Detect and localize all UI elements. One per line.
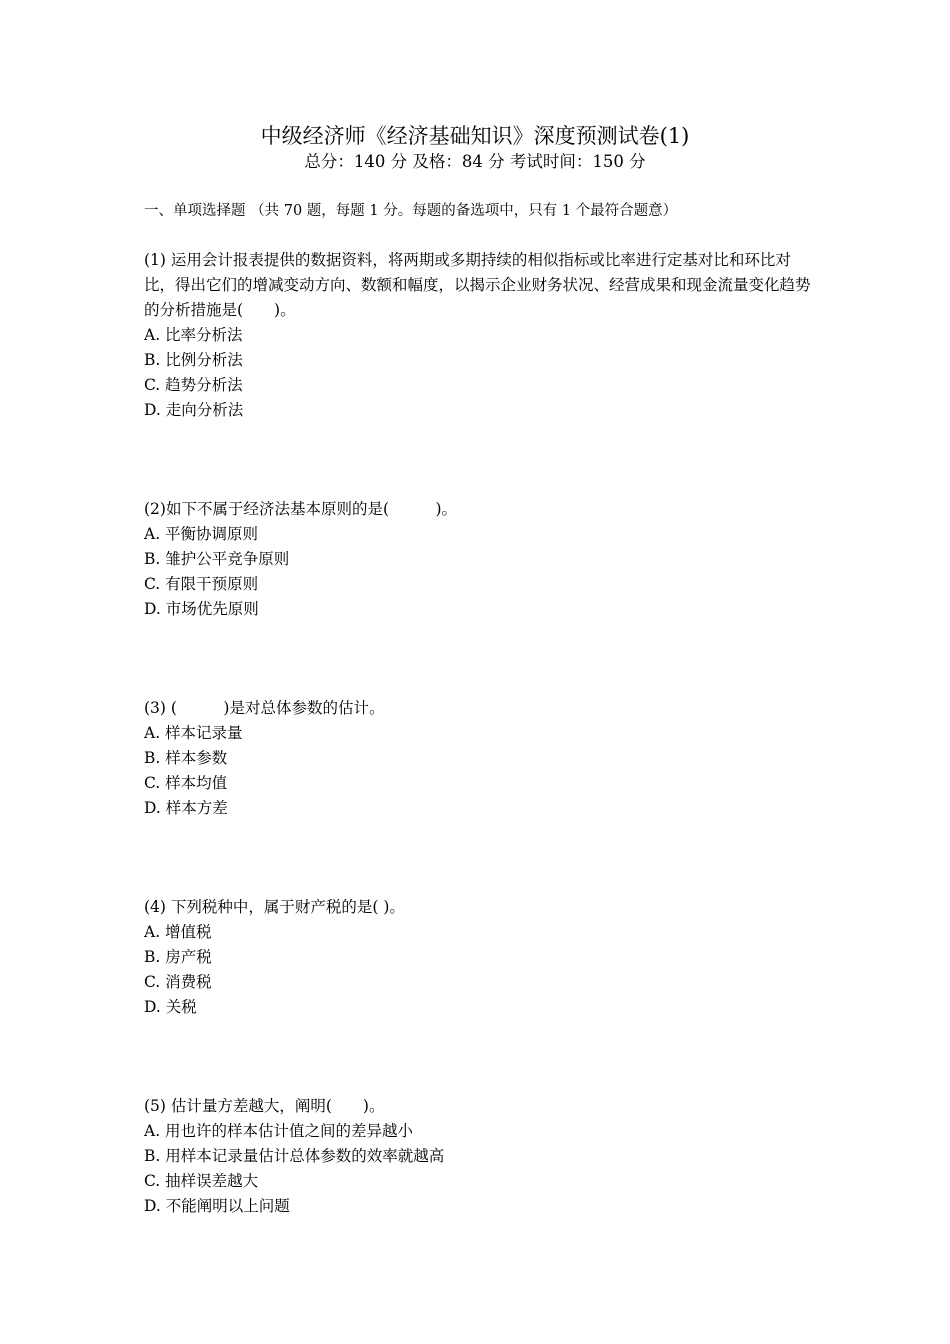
option-c: C. 消费税 [144, 973, 212, 991]
option-a: A. 增值税 [144, 923, 212, 941]
question-1 [144, 248, 814, 423]
option-d: D. 市场优先原则 [144, 600, 259, 618]
option-c: C. 有限干预原则 [144, 575, 259, 593]
option-a: A. 比率分析法 [144, 326, 243, 344]
option-a: A. 平衡协调原则 [144, 525, 259, 543]
exam-title: 中级经济师《经济基础知识》深度预测试卷(1) [260, 124, 690, 148]
option-c: C. 样本均值 [144, 774, 228, 792]
question-2 [144, 497, 814, 622]
question-stem: (2)如下不属于经济法基本原则的是( )。 [144, 500, 458, 518]
question-4 [144, 895, 814, 1020]
question-stem: (3) ( )是对总体参数的估计。 [144, 699, 385, 717]
option-d: D. 关税 [144, 998, 197, 1016]
option-d: D. 样本方差 [144, 799, 228, 817]
option-a: A. 样本记录量 [144, 724, 243, 742]
option-d: D. 走向分析法 [144, 401, 244, 419]
option-b: B. 样本参数 [144, 749, 228, 767]
option-b: B. 用样本记录量估计总体参数的效率就越高 [144, 1147, 445, 1165]
question-5 [144, 1094, 814, 1219]
option-c: C. 趋势分析法 [144, 376, 243, 394]
option-b: B. 房产税 [144, 948, 212, 966]
question-3 [144, 696, 814, 821]
question-stem: (1) 运用会计报表提供的数据资料，将两期或多期持续的相似指标或比率进行定基对比和环比对比，得出它们的增减变动方向、数额和幅度，以揭示企业财务状况、经营成果和现金流量变化趋势的分析措施是( )。 [144, 251, 811, 319]
option-c: C. 抽样误差越大 [144, 1172, 259, 1190]
section-heading: 一、单项选择题 （共 70 题，每题 1 分。每题的备选项中，只有 1 个最符合题意） [144, 203, 678, 219]
question-stem: (5) 估计量方差越大，阐明( )。 [144, 1097, 385, 1115]
option-b: B. 比例分析法 [144, 351, 243, 369]
option-b: B. 雏护公平竞争原则 [144, 550, 290, 568]
question-stem: (4) 下列税种中，属于财产税的是( )。 [144, 898, 405, 916]
option-a: A. 用也许的样本估计值之间的差异越小 [144, 1122, 414, 1140]
exam-score-info: 总分：140 分 及格：84 分 考试时间：150 分 [304, 152, 646, 171]
option-d: D. 不能阐明以上问题 [144, 1197, 290, 1215]
